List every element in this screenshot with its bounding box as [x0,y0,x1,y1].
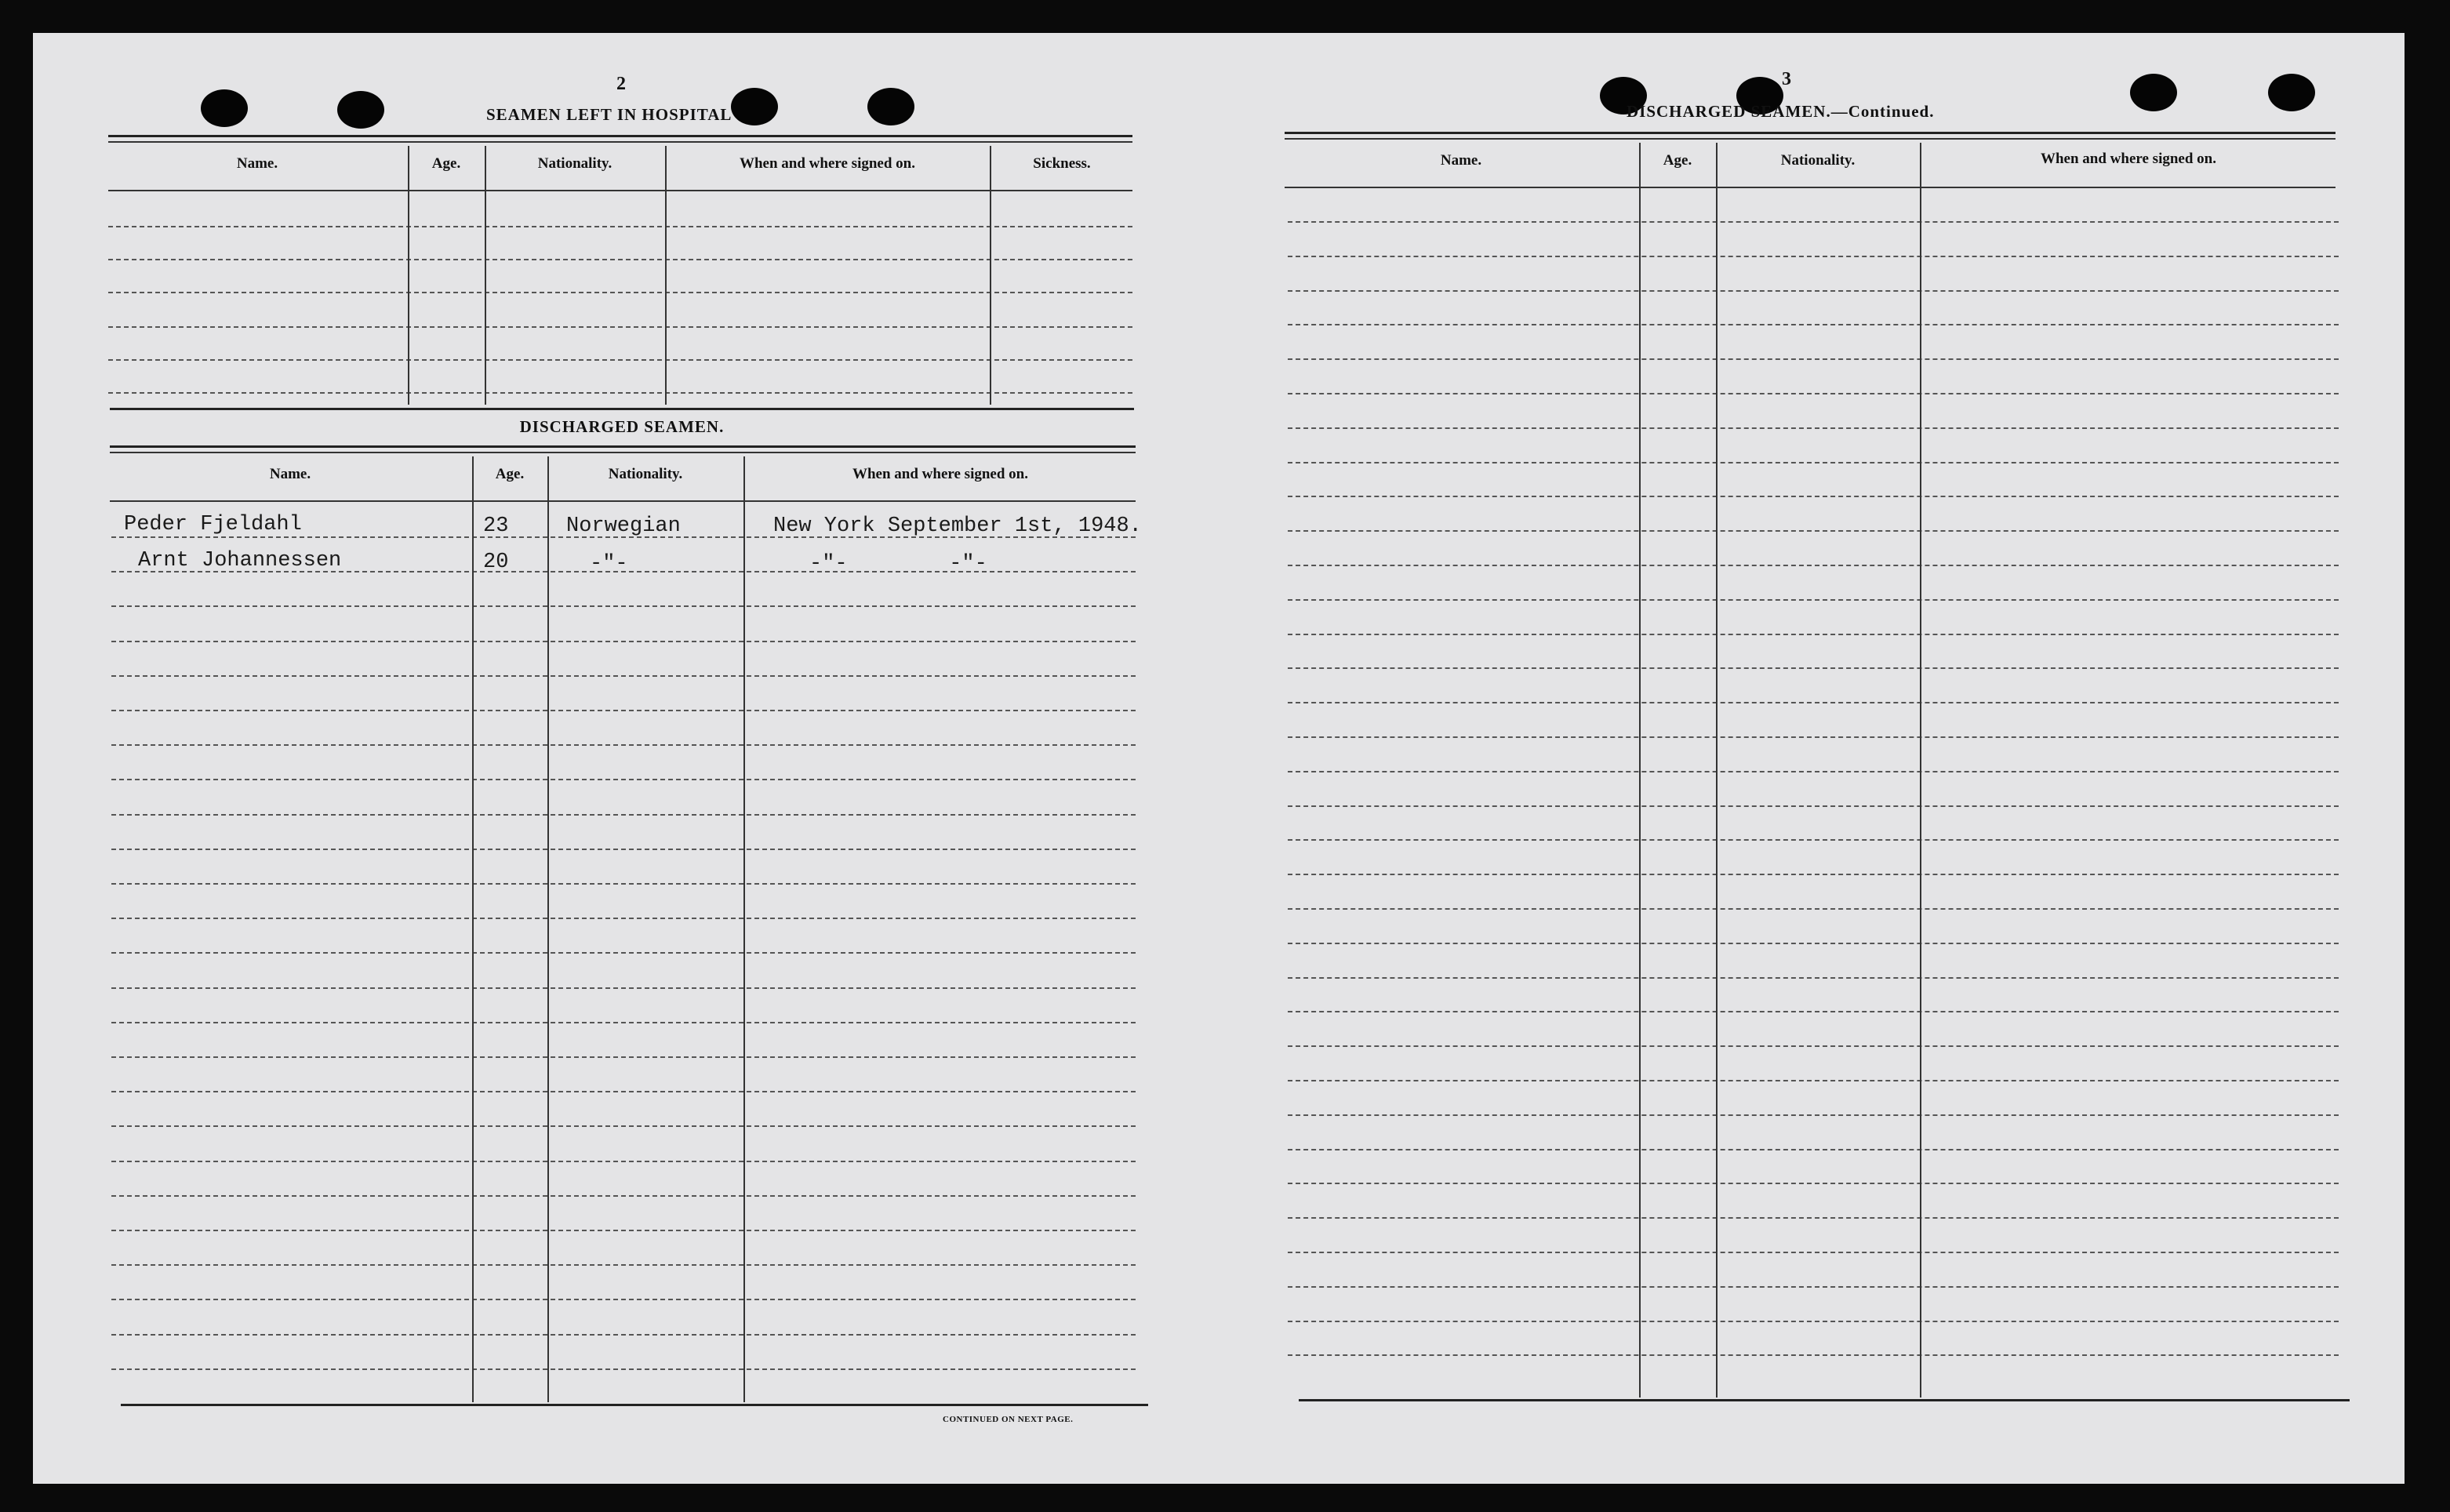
seaman-2-age: 20 [483,551,509,574]
right-col-name: Name. [1440,152,1482,169]
ruled-line [108,359,1132,361]
ruled-line [1288,667,2339,669]
rule [108,190,1132,191]
rule [1285,132,2335,134]
ruled-line [1288,839,2339,841]
column-divider [1639,143,1641,1398]
ruled-line [111,1022,1136,1023]
rule [110,452,1136,453]
ruled-line [1288,496,2339,497]
punch-hole [731,88,778,125]
ruled-line [1288,1045,2339,1047]
punch-hole [2268,74,2315,111]
seaman-2-name: Arnt Johannessen [138,549,342,572]
ruled-line [1288,943,2339,944]
ruled-line [111,605,1136,607]
ruled-line [111,987,1136,989]
seaman-1-age: 23 [483,514,509,538]
punch-hole [867,88,914,125]
hospital-col-age: Age. [431,155,461,172]
ruled-line [1288,702,2339,703]
hospital-col-sickness: Sickness. [1033,155,1091,172]
ruled-line [1288,1183,2339,1184]
ruled-line [111,710,1136,711]
ruled-line [111,1264,1136,1266]
right-col-age: Age. [1663,152,1692,169]
rule [108,135,1132,137]
right-col-nationality: Nationality. [1780,152,1856,169]
column-divider [547,456,549,1402]
ruled-line [108,392,1132,394]
ruled-line [1288,324,2339,325]
ruled-line [1288,1217,2339,1219]
punch-hole [337,91,384,129]
ruled-line [1288,736,2339,738]
column-divider [472,456,474,1402]
column-divider [408,146,409,405]
ruled-line [111,675,1136,677]
ruled-line [1288,565,2339,566]
hospital-col-nationality: Nationality. [537,155,612,172]
rule [110,445,1136,448]
ruled-line [1288,1252,2339,1253]
column-divider [743,456,745,1402]
ruled-line [1288,256,2339,257]
discharged-col-age: Age. [495,466,525,482]
ruled-line [111,779,1136,780]
ruled-line [111,1334,1136,1336]
seaman-1-nationality: Norwegian [566,514,681,538]
ruled-line [111,814,1136,816]
column-divider [990,146,991,405]
ruled-line [108,259,1132,260]
ruled-line [1288,393,2339,394]
ruled-line [1288,290,2339,292]
ruled-line [111,1195,1136,1197]
column-divider [665,146,667,405]
ruled-line [111,918,1136,919]
ruled-line [1288,427,2339,429]
ruled-line [111,1056,1136,1058]
ruled-line [111,1125,1136,1127]
ruled-line [1288,599,2339,601]
right-page-title: DISCHARGED SEAMEN.—Continued. [1627,102,1935,121]
ruled-line [1288,1149,2339,1150]
rule [108,141,1132,143]
ruled-line [111,952,1136,954]
ruled-line [1288,1286,2339,1288]
ruled-line [1288,771,2339,772]
ruled-line [1288,358,2339,360]
column-divider [1716,143,1718,1398]
discharged-col-name: Name. [269,466,311,482]
ruled-line [108,226,1132,227]
ruled-line [1288,634,2339,635]
ruled-line [1288,874,2339,875]
seaman-2-nationality: -"- [590,552,628,576]
ruled-line [1288,462,2339,463]
ruled-line [111,1299,1136,1300]
ruled-line [1288,805,2339,807]
hospital-col-signed-on: When and where signed on. [739,155,915,172]
ruled-line [1288,1080,2339,1081]
seaman-2-signed-on: -"- -"- [809,552,987,576]
ruled-line [1288,1321,2339,1322]
ruled-line [111,1091,1136,1092]
ruled-line [1288,908,2339,910]
seaman-1-name: Peder Fjeldahl [124,513,302,536]
column-divider [1920,143,1921,1398]
ruled-line [111,849,1136,850]
ruled-line [1288,1011,2339,1012]
rule [110,408,1134,410]
rule [1285,187,2335,188]
ruled-line [1288,221,2339,223]
ruled-line [111,744,1136,746]
rule [1299,1399,2350,1401]
right-col-signed-on: When and where signed on. [2040,151,2216,167]
ruled-line [1288,1114,2339,1116]
right-page-number: 3 [1782,69,1791,89]
ruled-line [1288,1354,2339,1356]
left-page-title: SEAMEN LEFT IN HOSPITAL [486,105,732,124]
column-divider [485,146,486,405]
ruled-line [111,1368,1136,1370]
punch-hole [201,89,248,127]
discharged-title: DISCHARGED SEAMEN. [519,417,725,436]
ruled-line [1288,977,2339,979]
rule [1285,138,2335,140]
discharged-col-nationality: Nationality. [608,466,683,482]
left-page-number: 2 [616,74,626,94]
rule [110,500,1136,502]
ruled-line [111,1161,1136,1162]
ruled-line [1288,530,2339,532]
hospital-col-name: Name. [236,155,278,172]
ruled-line [111,641,1136,642]
continued-note: CONTINUED ON NEXT PAGE. [943,1415,1074,1424]
document-sheet [33,33,2405,1484]
seaman-1-signed-on: New York September 1st, 1948. [773,514,1142,538]
discharged-col-signed-on: When and where signed on. [852,466,1028,482]
ruled-line [108,292,1132,293]
ruled-line [111,1230,1136,1231]
rule [121,1404,1148,1406]
ruled-line [111,883,1136,885]
punch-hole [2130,74,2177,111]
ruled-line [108,326,1132,328]
